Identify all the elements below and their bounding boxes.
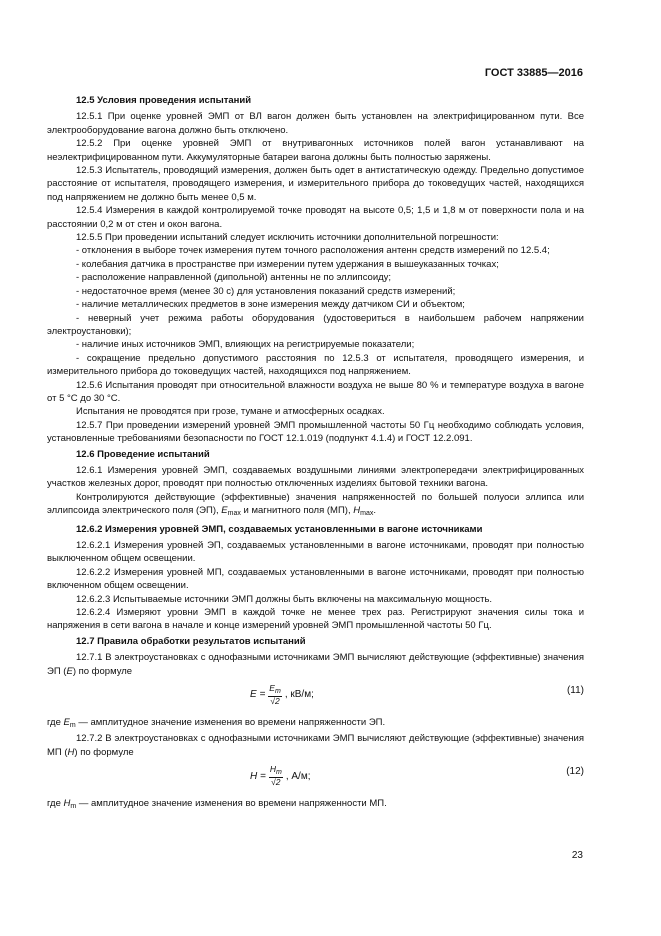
subscript: m: [69, 722, 76, 730]
paragraph-12-5-5: 12.5.5 При проведении испытаний следует исключить источники дополнительной погрешности:: [76, 232, 499, 244]
where-clause-11: [47, 716, 584, 732]
text-run: .: [373, 505, 376, 517]
subscript: max: [227, 510, 241, 518]
text-run: ) по формуле: [74, 746, 134, 758]
text-run: — амплитудное значение изменения во времени напряженности ЭП.: [75, 717, 386, 729]
formula-number: (11): [566, 685, 584, 697]
subscript: m: [70, 803, 77, 811]
paragraph-12-6-2-1: 12.6.2.1 Измерения уровней ЭП, создаваемых установленными в вагоне источниками, проводят при полностью выключенном общем освещении.: [47, 540, 584, 565]
text-run: 12.7.2 В электроустановках с однофазными источниками ЭМП вычисляют действующие (эффективные) значения МП (: [47, 733, 584, 758]
subscript: max: [360, 510, 374, 518]
formula-unit: , кВ/м;: [284, 689, 314, 701]
text-run: ) по формуле: [72, 665, 133, 677]
var-em: E: [63, 717, 70, 729]
var-h: H: [353, 505, 361, 517]
paragraph-12-5-6: 12.5.6 Испытания проводят при относительной влажности воздуха не выше 80 % и температуре воздуха в вагоне от 5 °С до 30 °С.: [47, 379, 584, 404]
page-number: 23: [571, 850, 583, 861]
var-e: E: [66, 665, 73, 677]
formula-unit: , А/м;: [285, 770, 311, 782]
standard-header: ГОСТ 33885—2016: [484, 67, 583, 79]
text-run: и магнитного поля (МП),: [240, 505, 354, 517]
list-item: - отклонения в выборе точек измерения путем точного расположения антенн средств измерений по 12.5.4;: [76, 245, 550, 257]
subscript: m: [274, 688, 281, 696]
paragraph-12-5-3: 12.5.3 Испытатель, проводящий измерения, должен быть одет в антистатическую одежду. Предельно допустимое расстояние от испытателя, проводящего измерения, и измерительного прибора до токоведущих частей, находящихся под напряжением не должно быть менее 0,5 м.: [47, 165, 584, 203]
denominator: √2: [270, 696, 280, 707]
text-run: где: [47, 798, 64, 810]
paragraph-12-6-2-4: 12.6.2.4 Измеряют уровни ЭМП в каждой точке не менее трех раз. Регистрируют значения силы тока и напряжения в сети вагона в начале и конце измерений уровней ЭМП промышленной частоты 50 Гц.: [47, 607, 584, 632]
list-item: - недостаточное время (менее 30 с) для установления показаний средств измерений;: [76, 285, 456, 297]
section-heading-12-5: 12.5 Условия проведения испытаний: [76, 95, 252, 106]
paragraph-12-5-1: 12.5.1 При оценке уровней ЭМП от ВЛ вагон должен быть установлен на электрифицированном пути. Все электрооборудование вагона должно быть отключено.: [47, 111, 584, 136]
section-heading-12-6: 12.6 Проведение испытаний: [76, 448, 210, 460]
denominator: √2: [271, 777, 281, 788]
text-run: где: [47, 717, 64, 729]
section-heading-12-7: 12.7 Правила обработки результатов испытаний: [76, 635, 306, 647]
formula-expression: [250, 684, 314, 706]
formula-12: [47, 761, 584, 793]
paragraph-12-6-2-3: 12.6.2.3 Испытываемые источники ЭМП должны быть включены на максимальную мощность.: [76, 593, 493, 605]
paragraph-12-5-4: 12.5.4 Измерения в каждой контролируемой точке проводят на высоте 0,5; 1,5 и 1,8 м от поверхности пола и на расстоянии 0,2 м от стен и окон вагона.: [47, 205, 584, 230]
var: E: [269, 683, 275, 694]
list-item: - наличие металлических предметов в зоне измерения между датчиком СИ и объектом;: [76, 299, 465, 311]
subsection-heading-12-6-2: 12.6.2 Измерения уровней ЭМП, создаваемых установленными в вагоне источниками: [76, 523, 483, 535]
formula-lhs: E =: [250, 689, 266, 701]
paragraph-12-5-2: 12.5.2 При оценке уровней ЭМП от внутривагонных источников полей вагон устанавливают на неэлектрифицированном пути. Аккумуляторные батареи вагона должны быть полностью заряжены.: [47, 138, 584, 163]
paragraph-12-7-2: [47, 732, 584, 759]
list-item: - неверный учет режима работы оборудования (удостовериться в наибольшем рабочем напряжении электроустановки);: [47, 312, 584, 337]
var-e: E: [221, 505, 228, 517]
fraction: [269, 765, 283, 787]
formula-expression: [250, 765, 311, 787]
text-run: Контролируются действующие (эффективные) значения напряженностей по большей полуоси эллипса или эллипсоида электрического поля (ЭП),: [47, 491, 584, 517]
paragraph-12-6-1: 12.6.1 Измерения уровней ЭМП, создаваемых воздушными линиями электропередачи электрифицированных участков железных дорог, проводят при полностью отключенных изделиях бытовой техники вагона.: [47, 464, 584, 490]
document-body: [47, 92, 584, 814]
text-run: 12.7.1 В электроустановках с однофазными источниками ЭМП вычисляют действующие (эффективные) значения ЭП (: [47, 652, 584, 677]
formula-11: [47, 680, 584, 712]
var-hm: H: [63, 798, 71, 810]
var-h: H: [67, 746, 75, 758]
where-clause-12: [47, 797, 584, 813]
text-run: — амплитудное значение изменения во времени напряженности МП.: [76, 798, 387, 810]
paragraph-12-5-6b: Испытания не проводятся при грозе, тумане и атмосферных осадках.: [76, 406, 385, 418]
list-item: - расположение направленной (дипольной) антенны не по эллипсоиду;: [76, 272, 392, 284]
list-item: - сокращение предельно допустимого расстояния по 12.5.3 от испытателя, проводящего измерения, и измерительного прибора до токоведущих частей, находящихся под напряжением.: [47, 352, 584, 378]
formula-lhs: H =: [250, 770, 266, 782]
paragraph-12-7-1: [47, 651, 584, 678]
var: H: [269, 764, 276, 775]
list-item: - колебания датчика в пространстве при измерении путем удержания в вышеуказанных точках;: [76, 258, 499, 270]
paragraph-12-6-2-2: 12.6.2.2 Измерения уровней МП, создаваемых установленными в вагоне источниками, проводят при полностью включенном общем освещении.: [47, 566, 584, 592]
fraction: [268, 684, 282, 706]
paragraph-12-5-7: 12.5.7 При проведении измерений уровней ЭМП промышленной частоты 50 Гц необходимо соблюдать условия, установленные требованиями безопасности по ГОСТ 12.1.019 (подпункт 4.1.4) и ГОСТ 12.2.091.: [47, 419, 584, 445]
subscript: m: [275, 769, 282, 777]
formula-number: (12): [566, 766, 584, 778]
list-item: - наличие иных источников ЭМП, влияющих на регистрируемые показатели;: [76, 339, 415, 351]
paragraph-12-6-1b: [47, 491, 584, 521]
